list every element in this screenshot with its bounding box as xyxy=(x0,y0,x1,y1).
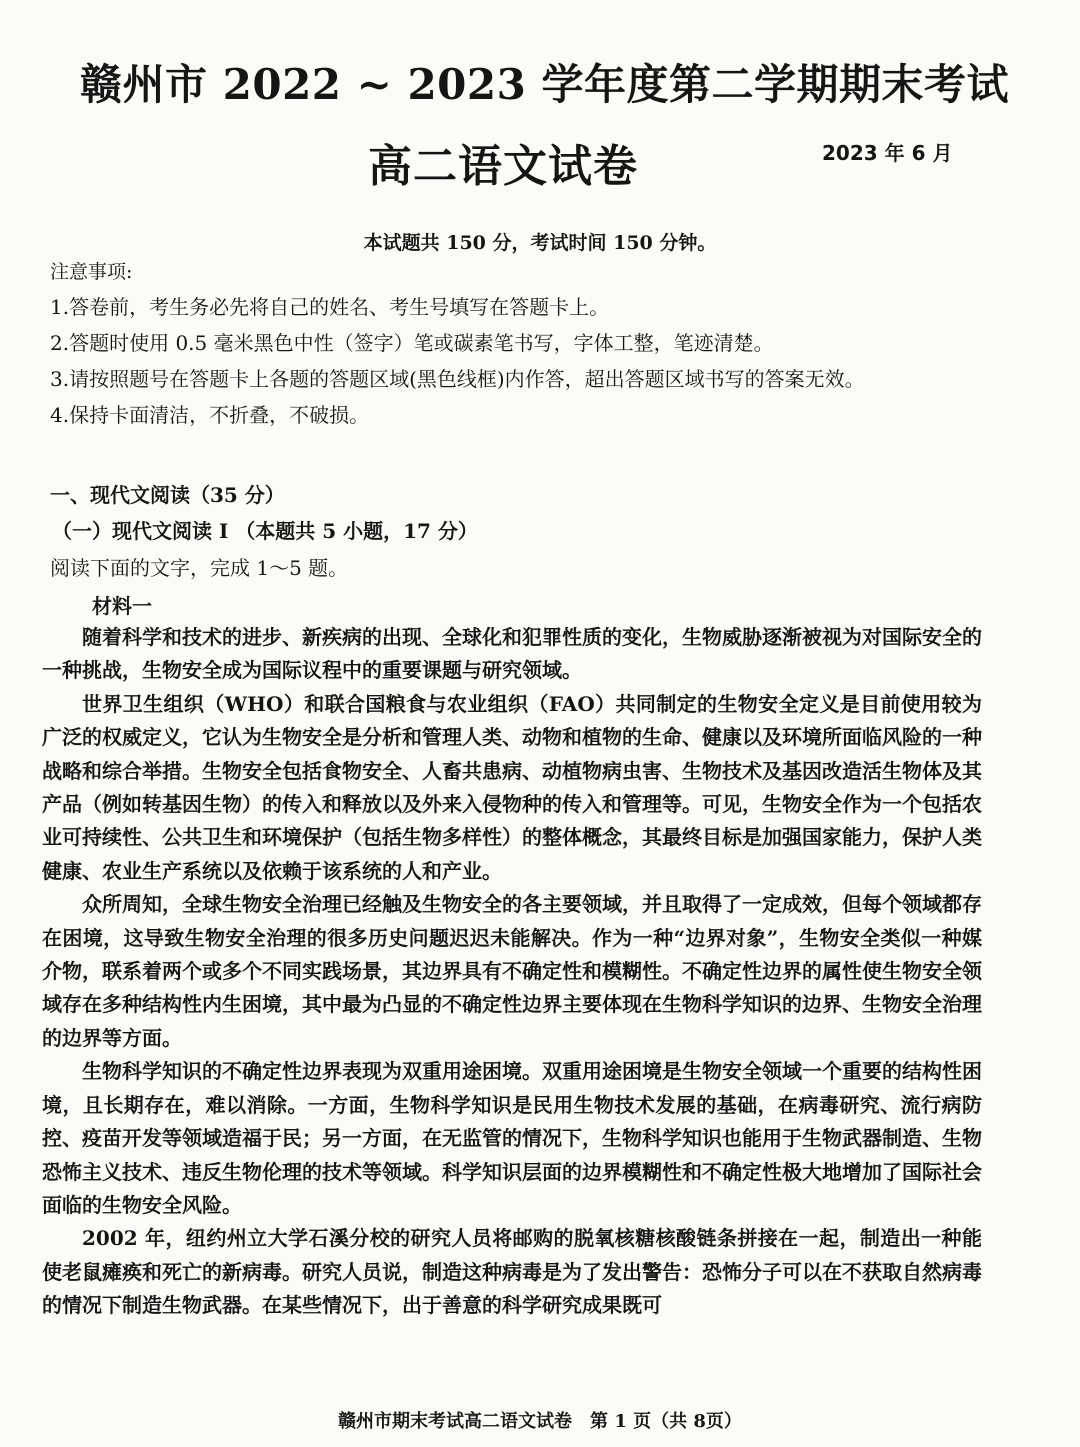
paragraph: 生物科学知识的不确定性边界表现为双重用途困境。双重用途困境是生物安全领域一个重要的结构性困境，且长期存在，难以消除。一方面，生物科学知识是民用生物技术发展的基础，在病毒研究、流行病防控、疫苗开发等领域造福于民；另一方面，在无监管的情况下，生物科学知识也能用于生物武器制造、生物恐怖主义技术、违反生物伦理的技术等领域。科学知识层面的边界模糊性和不确定性极大地增加了国际社会面临的生物安全风险。 xyxy=(42,1059,982,1217)
exam-info: 本试题共 150 分，考试时间 150 分钟。 xyxy=(363,232,717,254)
paragraph: 众所周知，全球生物安全治理已经触及生物安全的各主要领域，并且取得了一定成效，但每个领域都存在困境，这导致生物安全治理的很多历史问题迟迟未能解决。作为一种“边界对象”，生物安全类似一种媒介物，联系着两个或多个不同实践场景，其边界具有不确定性和模糊性。不确定性边界的属性使生物安全领域存在多种结构性内生困境，其中最为凸显的不确定性边界主要体现在生物科学知识的边界、生物安全治理的边界等方面。 xyxy=(42,892,982,1050)
exam-subtitle: 高二语文试卷 xyxy=(368,141,638,192)
note-item: 4.保持卡面清洁，不折叠，不破损。 xyxy=(50,403,370,427)
subsection-title: （一）现代文阅读 I （本题共 5 小题，17 分） xyxy=(52,519,478,543)
material-title: 材料一 xyxy=(92,594,152,618)
exam-title: 赣州市 2022 ~ 2023 学年度第二学期期末考试 xyxy=(80,60,1009,109)
exam-date: 2023 年 6 月 xyxy=(822,141,953,165)
note-item: 1.答卷前，考生务必先将自己的姓名、考生号填写在答题卡上。 xyxy=(50,295,610,319)
paragraph: 世界卫生组织（WHO）和联合国粮食与农业组织（FAO）共同制定的生物安全定义是目前使用较为广泛的权威定义，它认为生物安全是分析和管理人类、动物和植物的生命、健康以及环境所面临风险的一种战略和综合举措。生物安全包括食物安全、人畜共患病、动植物病虫害、生物技术及基因改造活生物体及其产品（例如转基因生物）的传入和释放以及外来入侵物种的传入和管理等。可见，生物安全作为一个包括农业可持续性、公共卫生和环境保护（包括生物多样性）的整体概念，其最终目标是加强国家能力，保护人类健康、农业生产系统以及依赖于该系统的人和产业。 xyxy=(42,691,982,883)
material-text xyxy=(42,621,982,1323)
notes-heading: 注意事项: xyxy=(50,261,133,283)
section-title: 一、现代文阅读（35 分） xyxy=(50,483,285,507)
paragraph: 2002 年，纽约州立大学石溪分校的研究人员将邮购的脱氧核糖核酸链条拼接在一起，制造出一种能使老鼠瘫痪和死亡的新病毒。研究人员说，制造这种病毒是为了发出警告：恐怖分子可以在不获取自然病毒的情况下制造生物武器。在某些情况下，出于善意的科学研究成果既可 xyxy=(42,1226,982,1318)
reading-instruction: 阅读下面的文字，完成 1～5 题。 xyxy=(50,556,349,580)
note-item: 2.答题时使用 0.5 毫米黑色中性（签字）笔或碳素笔书写，字体工整，笔迹清楚。 xyxy=(50,331,774,355)
paragraph: 随着科学和技术的进步、新疾病的出现、全球化和犯罪性质的变化，生物威胁逐渐被视为对国际安全的一种挑战，生物安全成为国际议程中的重要课题与研究领域。 xyxy=(42,625,982,683)
page-footer: 赣州市期末考试高二语文试卷 第 1 页（共 8页） xyxy=(338,1411,742,1432)
notes-block xyxy=(50,255,1040,433)
note-item: 3.请按照题号在答题卡上各题的答题区域(黑色线框)内作答，超出答题区域书写的答案无效。 xyxy=(50,367,865,391)
